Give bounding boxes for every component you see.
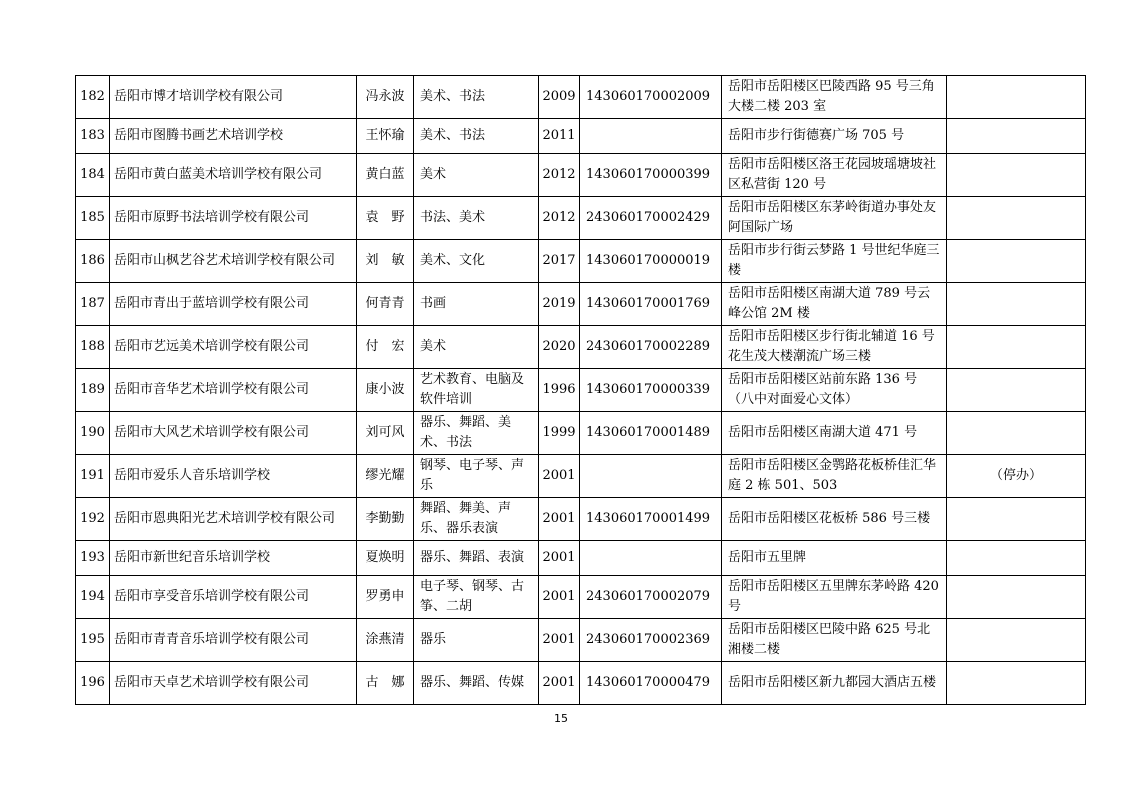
table-row <box>76 455 1086 498</box>
founded-year-cell: 1996 <box>539 369 580 412</box>
address-cell: 岳阳市岳阳楼区新九都园大酒店五楼 <box>722 662 947 705</box>
subjects-cell: 美术、书法 <box>414 119 539 154</box>
founded-year-cell: 2001 <box>539 541 580 576</box>
founded-year-cell: 2011 <box>539 119 580 154</box>
row-number-cell: 191 <box>76 455 110 498</box>
subjects-cell: 艺术教育、电脑及软件培训 <box>414 369 539 412</box>
school-name-cell: 岳阳市大风艺术培训学校有限公司 <box>110 412 357 455</box>
school-registry-table <box>75 75 1086 705</box>
note-cell <box>947 76 1086 119</box>
table-row <box>76 662 1086 705</box>
subjects-cell: 舞蹈、舞美、声乐、器乐表演 <box>414 498 539 541</box>
address-cell: 岳阳市岳阳楼区洛王花园坡瑶塘坡社区私营街 120 号 <box>722 154 947 197</box>
table-body <box>76 76 1086 705</box>
table-row <box>76 326 1086 369</box>
subjects-cell: 书法、美术 <box>414 197 539 240</box>
school-name-cell: 岳阳市图腾书画艺术培训学校 <box>110 119 357 154</box>
address-cell: 岳阳市岳阳楼区巴陵中路 625 号北湘楼二楼 <box>722 619 947 662</box>
school-name-cell: 岳阳市音华艺术培训学校有限公司 <box>110 369 357 412</box>
legal-representative-cell: 黄白蓝 <box>357 154 414 197</box>
subjects-cell: 钢琴、电子琴、声乐 <box>414 455 539 498</box>
school-name-cell: 岳阳市爱乐人音乐培训学校 <box>110 455 357 498</box>
row-number-cell: 195 <box>76 619 110 662</box>
founded-year-cell: 2012 <box>539 197 580 240</box>
subjects-cell: 美术 <box>414 326 539 369</box>
row-number-cell: 193 <box>76 541 110 576</box>
school-name-cell: 岳阳市青出于蓝培训学校有限公司 <box>110 283 357 326</box>
school-name-cell: 岳阳市享受音乐培训学校有限公司 <box>110 576 357 619</box>
note-cell <box>947 326 1086 369</box>
license-number-cell <box>580 455 722 498</box>
row-number-cell: 183 <box>76 119 110 154</box>
license-number-cell: 143060170000479 <box>580 662 722 705</box>
row-number-cell: 194 <box>76 576 110 619</box>
legal-representative-cell: 缪光耀 <box>357 455 414 498</box>
school-name-cell: 岳阳市青青音乐培训学校有限公司 <box>110 619 357 662</box>
table-row <box>76 498 1086 541</box>
subjects-cell: 电子琴、钢琴、古筝、二胡 <box>414 576 539 619</box>
subjects-cell: 器乐、舞蹈、美术、书法 <box>414 412 539 455</box>
founded-year-cell: 2001 <box>539 576 580 619</box>
school-name-cell: 岳阳市恩典阳光艺术培训学校有限公司 <box>110 498 357 541</box>
note-cell <box>947 662 1086 705</box>
founded-year-cell: 2001 <box>539 455 580 498</box>
row-number-cell: 182 <box>76 76 110 119</box>
address-cell: 岳阳市步行街德赛广场 705 号 <box>722 119 947 154</box>
note-cell <box>947 412 1086 455</box>
subjects-cell: 美术、书法 <box>414 76 539 119</box>
license-number-cell: 143060170000019 <box>580 240 722 283</box>
legal-representative-cell: 罗勇申 <box>357 576 414 619</box>
note-cell <box>947 498 1086 541</box>
legal-representative-cell: 何青青 <box>357 283 414 326</box>
license-number-cell <box>580 119 722 154</box>
legal-representative-cell: 袁 野 <box>357 197 414 240</box>
note-cell <box>947 154 1086 197</box>
row-number-cell: 196 <box>76 662 110 705</box>
address-cell: 岳阳市岳阳楼区站前东路 136 号（八中对面爱心文体） <box>722 369 947 412</box>
license-number-cell: 143060170002009 <box>580 76 722 119</box>
legal-representative-cell: 古 娜 <box>357 662 414 705</box>
address-cell: 岳阳市五里牌 <box>722 541 947 576</box>
license-number-cell <box>580 541 722 576</box>
legal-representative-cell: 冯永波 <box>357 76 414 119</box>
note-cell: （停办） <box>947 455 1086 498</box>
row-number-cell: 190 <box>76 412 110 455</box>
license-number-cell: 243060170002429 <box>580 197 722 240</box>
school-name-cell: 岳阳市艺远美术培训学校有限公司 <box>110 326 357 369</box>
table-row <box>76 240 1086 283</box>
legal-representative-cell: 王怀瑜 <box>357 119 414 154</box>
founded-year-cell: 2012 <box>539 154 580 197</box>
note-cell <box>947 119 1086 154</box>
note-cell <box>947 541 1086 576</box>
note-cell <box>947 369 1086 412</box>
subjects-cell: 美术、文化 <box>414 240 539 283</box>
founded-year-cell: 2017 <box>539 240 580 283</box>
founded-year-cell: 2001 <box>539 662 580 705</box>
table-row <box>76 619 1086 662</box>
license-number-cell: 243060170002289 <box>580 326 722 369</box>
license-number-cell: 143060170000399 <box>580 154 722 197</box>
row-number-cell: 185 <box>76 197 110 240</box>
address-cell: 岳阳市岳阳楼区巴陵西路 95 号三角大楼二楼 203 室 <box>722 76 947 119</box>
school-name-cell: 岳阳市黄白蓝美术培训学校有限公司 <box>110 154 357 197</box>
license-number-cell: 143060170001769 <box>580 283 722 326</box>
address-cell: 岳阳市岳阳楼区金鹗路花板桥佳汇华庭 2 栋 501、503 <box>722 455 947 498</box>
school-name-cell: 岳阳市博才培训学校有限公司 <box>110 76 357 119</box>
founded-year-cell: 2020 <box>539 326 580 369</box>
subjects-cell: 器乐 <box>414 619 539 662</box>
school-name-cell: 岳阳市山枫艺谷艺术培训学校有限公司 <box>110 240 357 283</box>
legal-representative-cell: 涂燕清 <box>357 619 414 662</box>
table-row <box>76 119 1086 154</box>
school-name-cell: 岳阳市新世纪音乐培训学校 <box>110 541 357 576</box>
page-number: 15 <box>554 712 568 725</box>
subjects-cell: 器乐、舞蹈、表演 <box>414 541 539 576</box>
row-number-cell: 186 <box>76 240 110 283</box>
address-cell: 岳阳市岳阳楼区步行街北辅道 16 号花生茂大楼潮流广场三楼 <box>722 326 947 369</box>
license-number-cell: 243060170002369 <box>580 619 722 662</box>
note-cell <box>947 283 1086 326</box>
note-cell <box>947 619 1086 662</box>
table-row <box>76 576 1086 619</box>
row-number-cell: 184 <box>76 154 110 197</box>
address-cell: 岳阳市岳阳楼区东茅岭街道办事处友阿国际广场 <box>722 197 947 240</box>
license-number-cell: 143060170001499 <box>580 498 722 541</box>
table-row <box>76 369 1086 412</box>
row-number-cell: 187 <box>76 283 110 326</box>
founded-year-cell: 2001 <box>539 619 580 662</box>
address-cell: 岳阳市岳阳楼区南湖大道 471 号 <box>722 412 947 455</box>
legal-representative-cell: 夏焕明 <box>357 541 414 576</box>
table-row <box>76 283 1086 326</box>
founded-year-cell: 2009 <box>539 76 580 119</box>
school-name-cell: 岳阳市原野书法培训学校有限公司 <box>110 197 357 240</box>
legal-representative-cell: 刘可风 <box>357 412 414 455</box>
subjects-cell: 器乐、舞蹈、传媒 <box>414 662 539 705</box>
legal-representative-cell: 刘 敏 <box>357 240 414 283</box>
subjects-cell: 书画 <box>414 283 539 326</box>
note-cell <box>947 240 1086 283</box>
row-number-cell: 188 <box>76 326 110 369</box>
address-cell: 岳阳市岳阳楼区南湖大道 789 号云峰公馆 2M 楼 <box>722 283 947 326</box>
row-number-cell: 189 <box>76 369 110 412</box>
school-name-cell: 岳阳市天卓艺术培训学校有限公司 <box>110 662 357 705</box>
address-cell: 岳阳市岳阳楼区五里牌东茅岭路 420 号 <box>722 576 947 619</box>
founded-year-cell: 1999 <box>539 412 580 455</box>
table-row <box>76 412 1086 455</box>
legal-representative-cell: 付 宏 <box>357 326 414 369</box>
note-cell <box>947 576 1086 619</box>
license-number-cell: 143060170001489 <box>580 412 722 455</box>
founded-year-cell: 2019 <box>539 283 580 326</box>
license-number-cell: 143060170000339 <box>580 369 722 412</box>
founded-year-cell: 2001 <box>539 498 580 541</box>
table-row <box>76 154 1086 197</box>
legal-representative-cell: 李勤勤 <box>357 498 414 541</box>
address-cell: 岳阳市岳阳楼区花板桥 586 号三楼 <box>722 498 947 541</box>
table-row <box>76 197 1086 240</box>
address-cell: 岳阳市步行街云梦路 1 号世纪华庭三楼 <box>722 240 947 283</box>
row-number-cell: 192 <box>76 498 110 541</box>
table-row <box>76 541 1086 576</box>
subjects-cell: 美术 <box>414 154 539 197</box>
note-cell <box>947 197 1086 240</box>
legal-representative-cell: 康小波 <box>357 369 414 412</box>
table-row <box>76 76 1086 119</box>
license-number-cell: 243060170002079 <box>580 576 722 619</box>
